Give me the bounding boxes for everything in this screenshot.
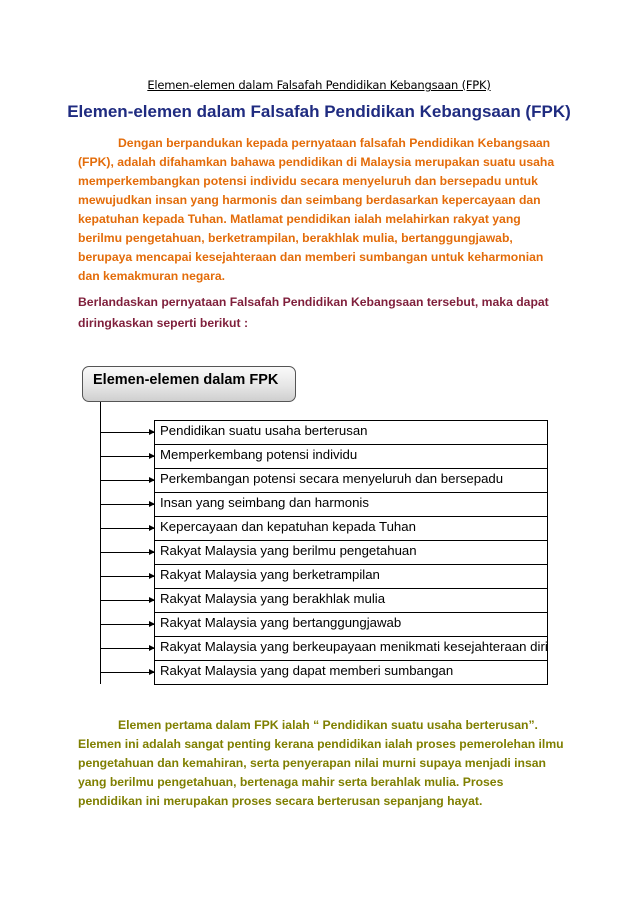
running-header: Elemen-elemen dalam Falsafah Pendidikan Kebangsaan (FPK) <box>147 78 491 92</box>
diagram-arrow <box>100 600 154 601</box>
intro-paragraph: Dengan berpandukan kepada pernyataan falsafah Pendidikan Kebangsaan (FPK), adalah difahamkan bahawa pendidikan di Malaysia merupakan suatu usaha memperkembangkan potensi individu secara menyeluruh dan bersepadu untuk mewujudkan insan yang harmonis dan seimbang berdasarkan kepercayaan dan kepatuhan kepada Tuhan. Matlamat pendidikan ialah melahirkan rakyat yang berilmu pengetahuan, berketrampilan, berakhlak mulia, bertanggungjawab, berupaya mencapai kesejahteraan dan memberi sumbangan untuk keharmonian dan kemakmuran negara. <box>78 136 555 283</box>
lead-paragraph: Berlandaskan pernyataan Falsafah Pendidikan Kebangsaan tersebut, maka dapat diringkaskan seperti berikut : <box>78 295 549 330</box>
diagram-item: Memperkembang potensi individu <box>154 444 548 469</box>
diagram-arrow <box>100 576 154 577</box>
diagram-connector-line <box>100 402 101 684</box>
diagram-arrow <box>100 624 154 625</box>
diagram-item: Rakyat Malaysia yang berakhlak mulia <box>154 588 548 613</box>
diagram-item: Rakyat Malaysia yang berkeupayaan menikmati kesejahteraan diri <box>154 636 548 661</box>
diagram-arrow <box>100 672 154 673</box>
diagram-item: Insan yang seimbang dan harmonis <box>154 492 548 517</box>
diagram-item: Perkembangan potensi secara menyeluruh dan bersepadu <box>154 468 548 493</box>
diagram-item: Rakyat Malaysia yang berketrampilan <box>154 564 548 589</box>
diagram-arrow <box>100 552 154 553</box>
diagram-arrow <box>100 432 154 433</box>
diagram-arrow <box>100 480 154 481</box>
diagram-arrow <box>100 648 154 649</box>
closing-paragraph: Elemen pertama dalam FPK ialah “ Pendidikan suatu usaha berterusan”. Elemen ini adalah sangat penting kerana pendidikan ialah proses pemerolehan ilmu pengetahuan dan kemahiran, serta penyerapan nilai murni supaya menjadi insan yang berilmu pengetahuan, bertenaga mahir serta berahlak mulia. Proses pendidikan ini merupakan proses secara berterusan sepanjang hayat. <box>78 718 564 808</box>
diagram-root-box: Elemen-elemen dalam FPK <box>82 366 296 402</box>
diagram-item: Rakyat Malaysia yang bertanggungjawab <box>154 612 548 637</box>
document-title: Elemen-elemen dalam Falsafah Pendidikan Kebangsaan (FPK) <box>67 102 571 121</box>
diagram-item: Rakyat Malaysia yang berilmu pengetahuan <box>154 540 548 565</box>
diagram-item: Kepercayaan dan kepatuhan kepada Tuhan <box>154 516 548 541</box>
fpk-elements-diagram <box>82 366 552 696</box>
diagram-arrow <box>100 456 154 457</box>
diagram-item: Rakyat Malaysia yang dapat memberi sumbangan <box>154 660 548 685</box>
diagram-arrow <box>100 504 154 505</box>
diagram-item: Pendidikan suatu usaha berterusan <box>154 420 548 445</box>
diagram-arrow <box>100 528 154 529</box>
